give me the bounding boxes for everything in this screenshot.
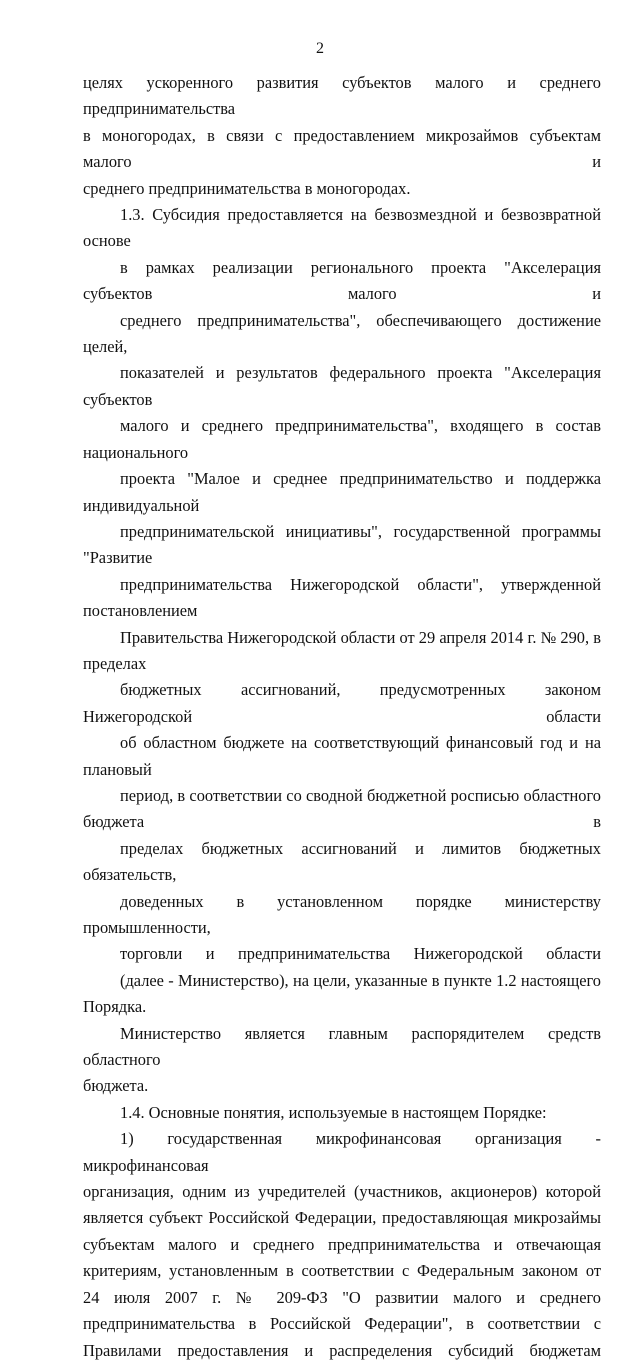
text-line: 24 июля 2007 г. № 209-ФЗ "О развитии малого и среднего xyxy=(83,1287,601,1307)
text-line: период, в соответствии со сводной бюджетной росписью областного бюджета в xyxy=(83,785,601,832)
text-line: (далее - Министерство), на цели, указанные в пункте 1.2 настоящего Порядка. xyxy=(83,970,601,1017)
paragraph-clause-1-4 xyxy=(83,1100,601,1126)
text-line: 1) государственная микрофинансовая организация - микрофинансовая xyxy=(83,1129,601,1175)
text-line: предпринимательства Нижегородской области", утвержденной постановлением xyxy=(83,574,601,621)
text-line: бюджета. xyxy=(83,1076,149,1096)
paragraph-continuation xyxy=(83,70,601,202)
text-line: проекта "Малое и среднее предпринимательство и поддержка индивидуальной xyxy=(83,469,601,515)
text-line: предпринимательской инициативы", государственной программы "Развитие xyxy=(83,521,601,568)
text-line: в моногородах, в связи с предоставлением микрозаймов субъектам малого и xyxy=(83,125,601,172)
text-line: критериям, установленным в соответствии с Федеральным законом от xyxy=(83,1261,601,1281)
text-line: малого и среднего предпринимательства", входящего в состав национального xyxy=(83,416,601,462)
text-line: доведенных в установленном порядке министерству промышленности, xyxy=(83,891,601,937)
paragraph-definition-1 xyxy=(83,1126,601,1364)
text-line: организация, одним из учредителей (участников, акционеров) которой xyxy=(83,1182,601,1202)
text-line: в рамках реализации регионального проекта "Акселерация субъектов малого и xyxy=(83,257,601,304)
text-line: 1.4. Основные понятия, используемые в настоящем Порядке: xyxy=(120,1102,547,1122)
text-line: об областном бюджете на соответствующий финансовый год и на плановый xyxy=(83,733,601,779)
text-line: Правительства Нижегородской области от 29 апреля 2014 г. № 290, в пределах xyxy=(83,627,601,673)
text-line: среднего предпринимательства", обеспечивающего достижение целей, xyxy=(83,310,601,357)
text-line: бюджетных ассигнований, предусмотренных законом Нижегородской области xyxy=(83,680,601,726)
text-line: целях ускоренного развития субъектов малого и среднего предпринимательства xyxy=(83,73,601,119)
text-line: предпринимательства в Российской Федерации", в соответствии с xyxy=(83,1314,601,1334)
text-line: Министерство является главным распорядителем средств областного xyxy=(83,1023,601,1070)
text-line: является субъект Российской Федерации, предоставляющая микрозаймы xyxy=(83,1208,601,1228)
paragraph-clause-1-3 xyxy=(83,202,601,1021)
text-line: 1.3. Субсидия предоставляется на безвозмездной и безвозвратной основе xyxy=(83,205,601,251)
page-number: 2 xyxy=(316,40,324,57)
text-line: Правилами предоставления и распределения субсидий бюджетам xyxy=(83,1340,601,1360)
paragraph-ministry xyxy=(83,1021,601,1100)
text-line: пределах бюджетных ассигнований и лимитов бюджетных обязательств, xyxy=(83,838,601,885)
body-text xyxy=(83,70,601,1364)
text-line: среднего предпринимательства в моногородах. xyxy=(83,178,411,198)
text-line: субъектам малого и среднего предпринимательства и отвечающая xyxy=(83,1234,601,1254)
text-line: торговли и предпринимательства Нижегородской области xyxy=(120,944,601,964)
text-line: показателей и результатов федерального проекта "Акселерация субъектов xyxy=(83,363,601,409)
